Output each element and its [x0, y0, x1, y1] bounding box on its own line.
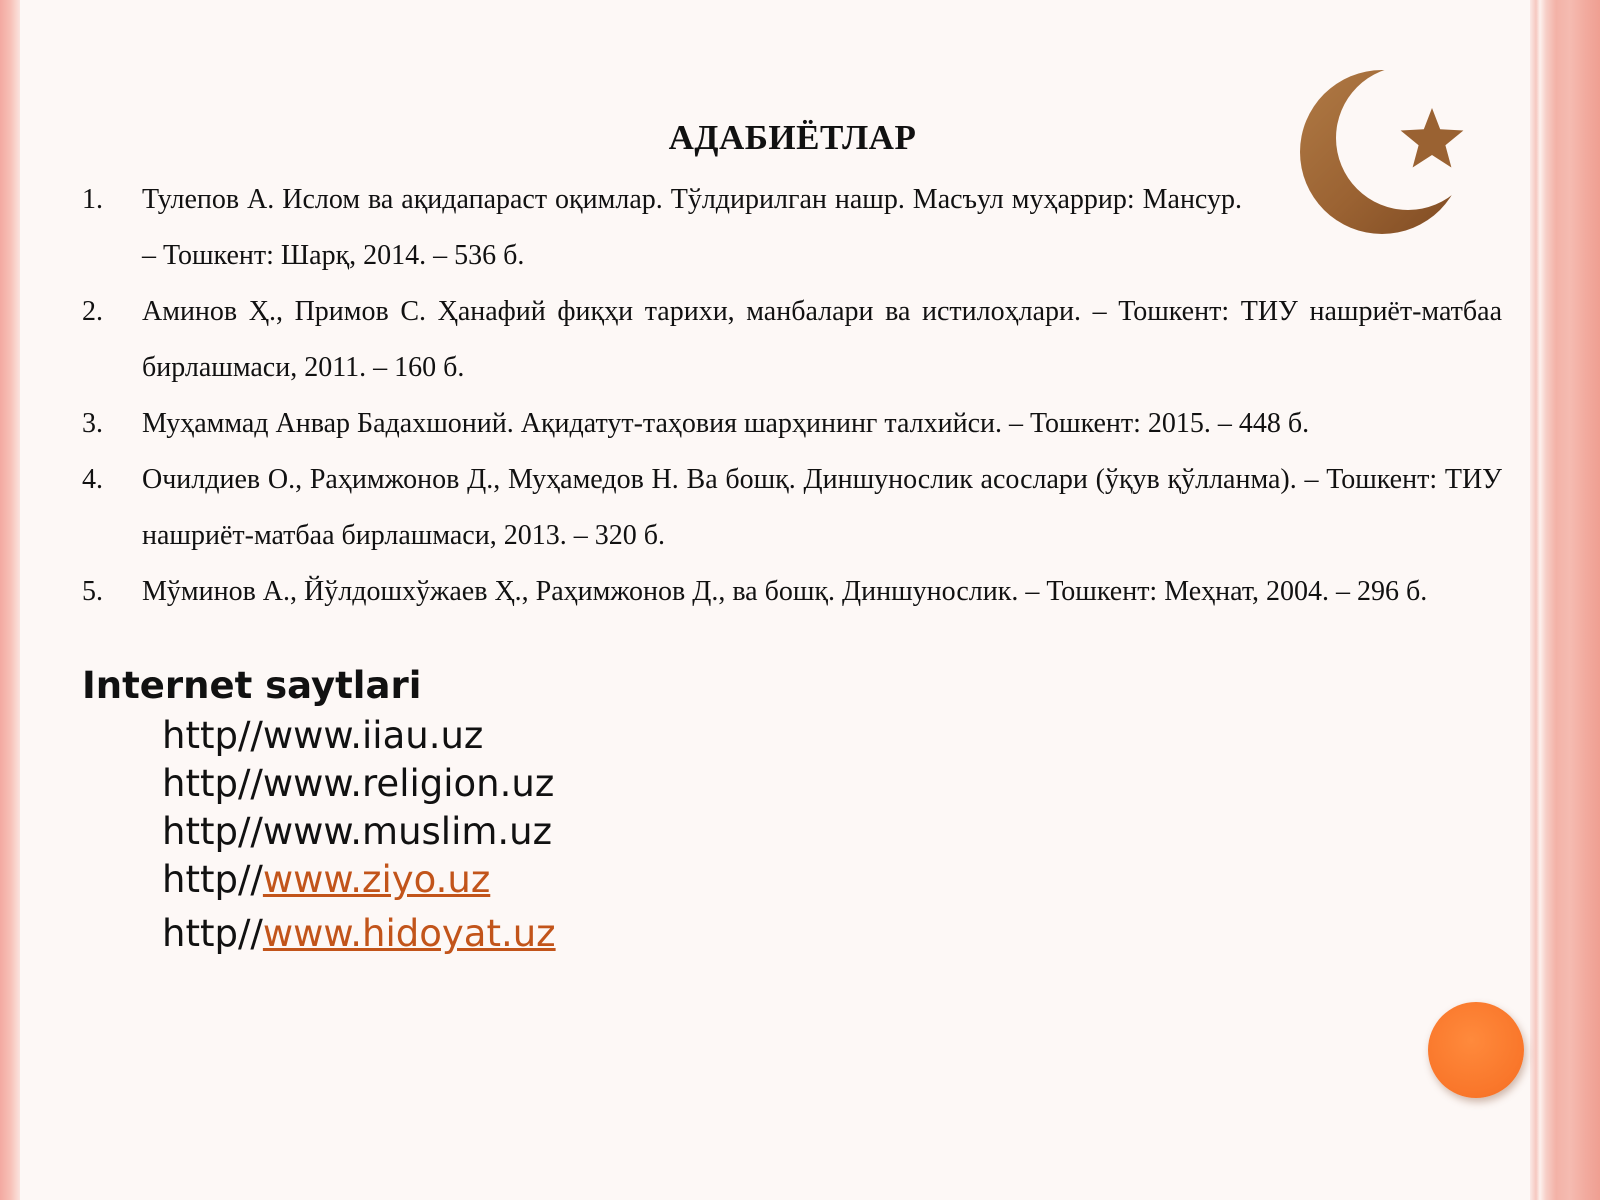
reference-number: 1. — [82, 184, 103, 215]
reference-item — [82, 564, 1502, 620]
slide-border-right — [1530, 0, 1600, 1200]
reference-text: Муҳаммад Анвар Бадахшоний. Ақидатут-таҳовия шарҳининг талхийси. – Тошкент: 2015. – 448 б. — [142, 408, 1310, 439]
reference-item — [82, 396, 1502, 452]
reference-text: Аминов Ҳ., Примов С. Ҳанафий фиқҳи тарихи, манбалари ва истилоҳлари. – Тошкент: ТИУ нашриёт-матбаа бирлашмаси, 2011. – 160 б. — [142, 296, 1502, 383]
orange-circle-decoration — [1428, 1002, 1524, 1098]
url-text: http//www.religion.uz — [162, 762, 555, 805]
slide-border-left — [0, 0, 20, 1200]
website-url — [162, 760, 556, 808]
reference-item — [82, 452, 1502, 564]
reference-item — [82, 172, 1502, 284]
reference-text: Тулепов А. Ислом ва ақидапараст оқимлар. Тўлдирилган нашр. Масъул муҳаррир: Мансур. – Тошкент: Шарқ, 2014. – 536 б. — [142, 184, 1242, 271]
slide-title: АДАБИЁТЛАР — [668, 118, 917, 157]
reference-number: 4. — [82, 464, 103, 495]
url-text: http//www.muslim.uz — [162, 810, 553, 853]
references-list — [82, 172, 1502, 620]
reference-number: 3. — [82, 408, 103, 439]
reference-number: 5. — [82, 576, 103, 607]
url-text: http//www.iiau.uz — [162, 714, 484, 757]
website-url — [162, 910, 556, 958]
internet-heading: Internet saytlari — [82, 664, 422, 707]
hidoyat-link[interactable]: www.hidoyat.uz — [262, 912, 556, 955]
website-url — [162, 808, 556, 856]
url-prefix: http// — [162, 912, 263, 955]
website-url — [162, 712, 556, 760]
url-prefix: http// — [162, 858, 263, 901]
ziyo-link[interactable]: www.ziyo.uz — [262, 858, 491, 901]
internet-links — [162, 712, 556, 958]
reference-number: 2. — [82, 296, 103, 327]
reference-item — [82, 284, 1502, 396]
reference-text: Очилдиев О., Раҳимжонов Д., Муҳамедов Н. Ва бошқ. Диншунослик асослари (ўқув қўлланма). – Тошкент: ТИУ нашриёт-матбаа бирлашмаси, 2013. – 320 б. — [142, 464, 1502, 551]
reference-text: Мўминов А., Йўлдошхўжаев Ҳ., Раҳимжонов Д., ва бошқ. Диншунослик. – Тошкент: Меҳнат, 2004. – 296 б. — [142, 576, 1428, 607]
website-url — [162, 856, 556, 904]
